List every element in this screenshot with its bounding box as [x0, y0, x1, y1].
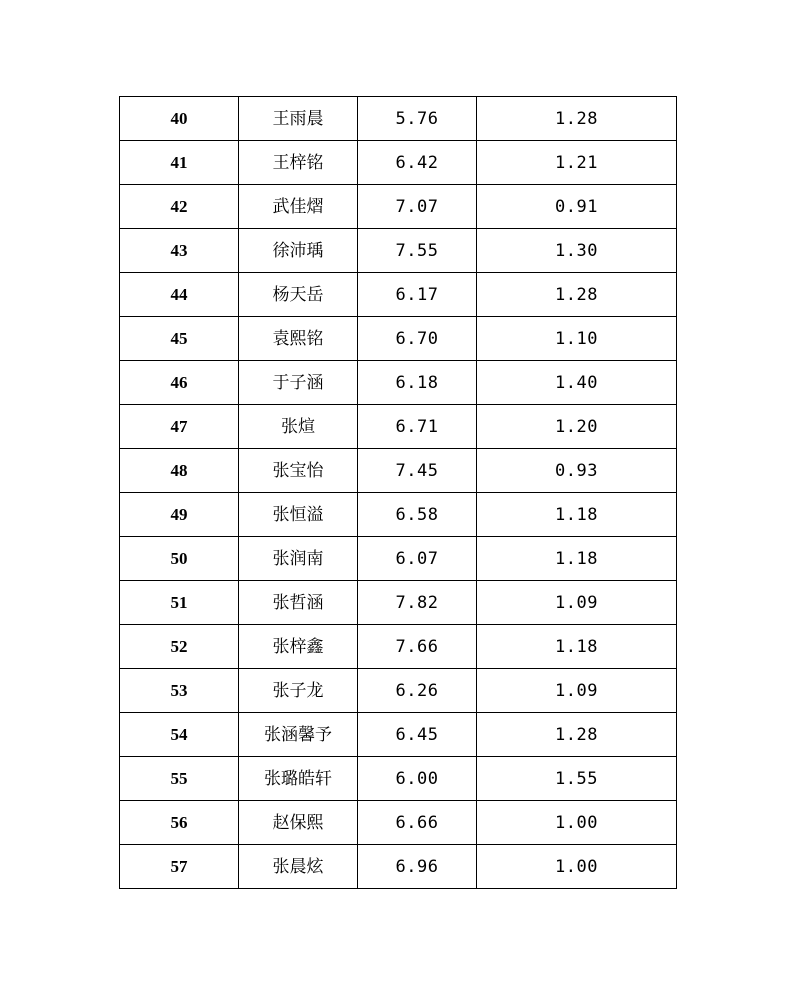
student-name-cell: 张宝怡: [239, 449, 358, 493]
score-b-cell: 1.09: [477, 581, 677, 625]
score-a-cell: 6.96: [358, 845, 477, 889]
row-number-cell: 47: [120, 405, 239, 449]
student-score-table: [119, 96, 677, 889]
row-number-cell: 55: [120, 757, 239, 801]
score-b-cell: 1.28: [477, 97, 677, 141]
score-a-cell: 7.07: [358, 185, 477, 229]
row-number-cell: 40: [120, 97, 239, 141]
score-b-cell: 1.28: [477, 273, 677, 317]
score-a-cell: 7.82: [358, 581, 477, 625]
row-number-cell: 53: [120, 669, 239, 713]
table-row: [120, 537, 677, 581]
score-a-cell: 6.66: [358, 801, 477, 845]
score-b-cell: 0.93: [477, 449, 677, 493]
student-name-cell: 杨天岳: [239, 273, 358, 317]
score-a-cell: 7.45: [358, 449, 477, 493]
score-b-cell: 0.91: [477, 185, 677, 229]
table-row: [120, 581, 677, 625]
table-row: [120, 713, 677, 757]
score-b-cell: 1.20: [477, 405, 677, 449]
table-row: [120, 449, 677, 493]
table-row: [120, 317, 677, 361]
table-row: [120, 141, 677, 185]
table-row: [120, 625, 677, 669]
document-page: [119, 96, 676, 894]
table-row: [120, 405, 677, 449]
row-number-cell: 49: [120, 493, 239, 537]
score-b-cell: 1.00: [477, 845, 677, 889]
score-a-cell: 6.07: [358, 537, 477, 581]
row-number-cell: 52: [120, 625, 239, 669]
row-number-cell: 50: [120, 537, 239, 581]
student-name-cell: 徐沛瑀: [239, 229, 358, 273]
score-a-cell: 6.17: [358, 273, 477, 317]
student-name-cell: 张润南: [239, 537, 358, 581]
student-name-cell: 张梓鑫: [239, 625, 358, 669]
score-a-cell: 7.66: [358, 625, 477, 669]
row-number-cell: 42: [120, 185, 239, 229]
row-number-cell: 41: [120, 141, 239, 185]
student-name-cell: 于子涵: [239, 361, 358, 405]
score-b-cell: 1.55: [477, 757, 677, 801]
score-b-cell: 1.09: [477, 669, 677, 713]
row-number-cell: 45: [120, 317, 239, 361]
student-name-cell: 武佳熠: [239, 185, 358, 229]
score-a-cell: 6.26: [358, 669, 477, 713]
table-row: [120, 185, 677, 229]
row-number-cell: 48: [120, 449, 239, 493]
score-b-cell: 1.40: [477, 361, 677, 405]
score-a-cell: 6.18: [358, 361, 477, 405]
score-b-cell: 1.21: [477, 141, 677, 185]
score-a-cell: 5.76: [358, 97, 477, 141]
score-a-cell: 6.70: [358, 317, 477, 361]
student-name-cell: 袁熙铭: [239, 317, 358, 361]
table-row: [120, 97, 677, 141]
score-a-cell: 6.42: [358, 141, 477, 185]
row-number-cell: 43: [120, 229, 239, 273]
score-b-cell: 1.30: [477, 229, 677, 273]
score-b-cell: 1.18: [477, 625, 677, 669]
student-name-cell: 张晨炫: [239, 845, 358, 889]
score-a-cell: 6.45: [358, 713, 477, 757]
student-name-cell: 赵保熙: [239, 801, 358, 845]
row-number-cell: 51: [120, 581, 239, 625]
student-name-cell: 张哲涵: [239, 581, 358, 625]
student-name-cell: 张子龙: [239, 669, 358, 713]
row-number-cell: 57: [120, 845, 239, 889]
row-number-cell: 44: [120, 273, 239, 317]
table-body: [120, 97, 677, 889]
table-row: [120, 757, 677, 801]
score-a-cell: 6.71: [358, 405, 477, 449]
student-name-cell: 张恒溢: [239, 493, 358, 537]
score-a-cell: 6.00: [358, 757, 477, 801]
student-name-cell: 张煊: [239, 405, 358, 449]
table-row: [120, 229, 677, 273]
student-name-cell: 王梓铭: [239, 141, 358, 185]
student-name-cell: 张璐皓轩: [239, 757, 358, 801]
score-b-cell: 1.00: [477, 801, 677, 845]
table-row: [120, 669, 677, 713]
score-b-cell: 1.28: [477, 713, 677, 757]
table-row: [120, 493, 677, 537]
score-a-cell: 6.58: [358, 493, 477, 537]
row-number-cell: 46: [120, 361, 239, 405]
student-name-cell: 王雨晨: [239, 97, 358, 141]
score-b-cell: 1.10: [477, 317, 677, 361]
student-name-cell: 张涵馨予: [239, 713, 358, 757]
table-row: [120, 361, 677, 405]
table-row: [120, 845, 677, 889]
table-row: [120, 273, 677, 317]
score-a-cell: 7.55: [358, 229, 477, 273]
row-number-cell: 54: [120, 713, 239, 757]
table-row: [120, 801, 677, 845]
score-b-cell: 1.18: [477, 537, 677, 581]
score-b-cell: 1.18: [477, 493, 677, 537]
row-number-cell: 56: [120, 801, 239, 845]
